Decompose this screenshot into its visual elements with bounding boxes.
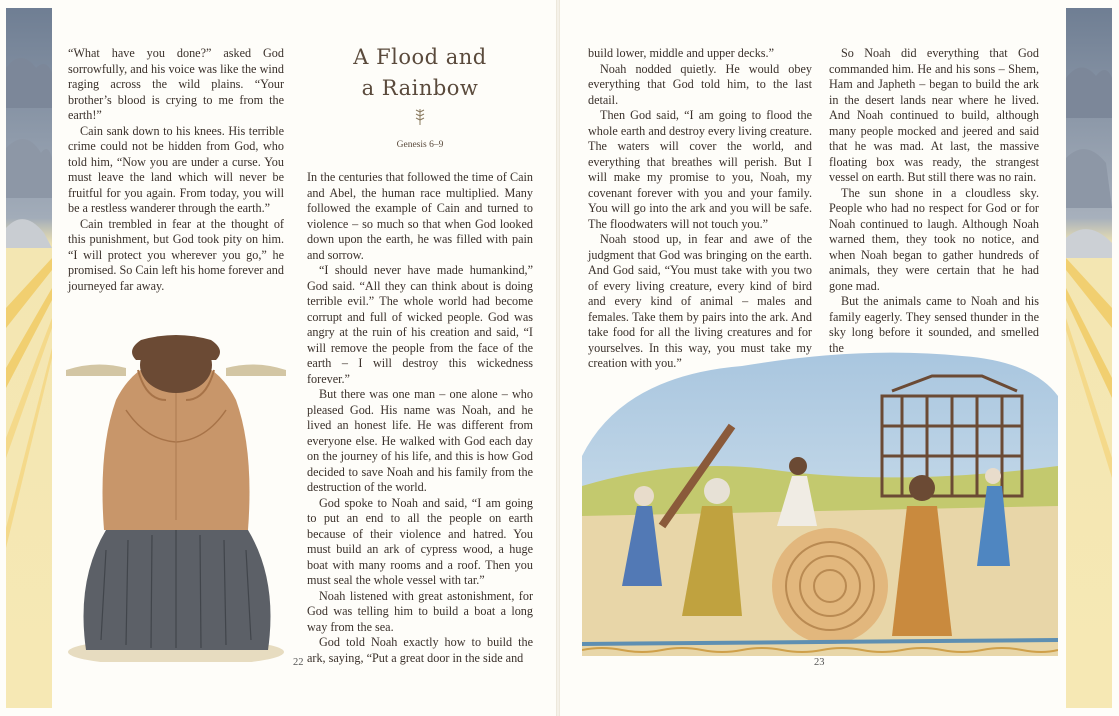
paragraph: But there was one man – one alone – who pleased God. His name was Noah, and he lived an honest life. He was different from everyone else. He walked with God each day on the journey of his life, and this is how God decided to save Noah and his family from the destruction of the world. (307, 387, 533, 494)
text-column-1 (68, 46, 284, 294)
title-line-2: a Rainbow (361, 76, 479, 100)
text-column-4 (829, 46, 1039, 356)
paragraph: God spoke to Noah and said, “I am going to put an end to all the people on earth because of their violence and hatred. You must build an ark of cypress wood, a huge boat with many rooms and a roof. Then you must seal the whole vessel with tar.” (307, 495, 533, 587)
paragraph: Cain sank down to his knees. His terrible crime could not be hidden from God, who told him, “Now you are under a curse. You must leave the land which will never be fruitful for you again. From today, you will be a restless wanderer through the earth.” (68, 123, 284, 215)
paragraph: Noah stood up, in fear and awe of the judgment that God was bringing on the earth. And God said, “You must take with you two of every living creature, every kind of bird and every kind of animal – males and females. Take them by pairs into the ark. And take food for all the living creatures and for yourselves. In this way, you must take my creation with you.” (588, 232, 812, 370)
left-edge-illustration (6, 8, 52, 708)
cain-kneeling-illustration (66, 330, 286, 662)
log-end (772, 528, 888, 644)
paragraph: Cain trembled in fear at the thought of this punishment, but God took pity on him. “I will protect you wherever you go,” he promised. So Cain left his home forever and journeyed far away. (68, 216, 284, 293)
page-number-right: 23 (814, 657, 825, 668)
paragraph: But the animals came to Noah and his family eagerly. They sensed thunder in the sky long before it sounded, and smelled the (829, 294, 1039, 355)
paragraph: “What have you done?” asked God sorrowfully, and his voice was like the wind raging across the wild plains. “Your brother’s blood is crying to me from the earth!” (68, 46, 284, 122)
paragraph: The sun shone in a cloudless sky. People who had no respect for God or for Noah continued to laugh. Although Noah warned them, they took no notice, and when Noah began to gather hundreds of animals, they were certain that he had gone mad. (829, 185, 1039, 293)
paragraph: God told Noah exactly how to build the ark, saying, “Put a great door in the side and (307, 635, 533, 665)
paragraph: Then God said, “I am going to flood the whole earth and destroy every living creature. The waters will cover the world, and everything that breathes will perish. But I will make my promise to you, Noah, my covenant forever with you and your family. You will go into the ark and you will be safe. The floodwaters will not touch you.” (588, 108, 812, 231)
story-title (330, 42, 510, 104)
book-gutter (556, 0, 560, 716)
paragraph: Noah listened with great astonishment, for God was telling him to build a boat a long way from the sea. (307, 588, 533, 634)
title-line-1: A Flood and (353, 45, 487, 69)
right-edge-illustration (1066, 8, 1112, 708)
scripture-reference: Genesis 6–9 (396, 140, 444, 150)
paragraph: “I should never have made humankind,” God said. “All they can think about is doing terrible evil.” The whole world had become corrupt and full of wicked people. God was angry at the ruin of his creation and said, “I will remove the people from the face of the earth – I will destroy this wickedness forever.” (307, 263, 533, 386)
noah-building-ark-illustration (582, 336, 1058, 662)
text-column-2 (307, 170, 533, 666)
paragraph: In the centuries that followed the time of Cain and Abel, the human race multiplied. Many followed the example of Cain and turned to violence – so much so that when God looked down upon the earth, he was filled with pain and sorrow. (307, 170, 533, 262)
page-number-left: 22 (293, 657, 304, 668)
paragraph: build lower, middle and upper decks.” (588, 46, 774, 60)
paragraph: So Noah did everything that God commanded him. He and his sons – Shem, Ham and Japheth – began to build the ark in the desert lands near where he lived. And Noah continued to build, although many people mocked and jeered and said that he was mad. At last, the massive floating box was ready, the strangest vessel on earth. But still there was no rain. (829, 46, 1039, 184)
text-column-3 (588, 46, 812, 372)
paragraph: Noah nodded quietly. He would obey everything that God told him, to the last detail. (588, 61, 812, 107)
wheat-ornament-icon (413, 108, 427, 126)
